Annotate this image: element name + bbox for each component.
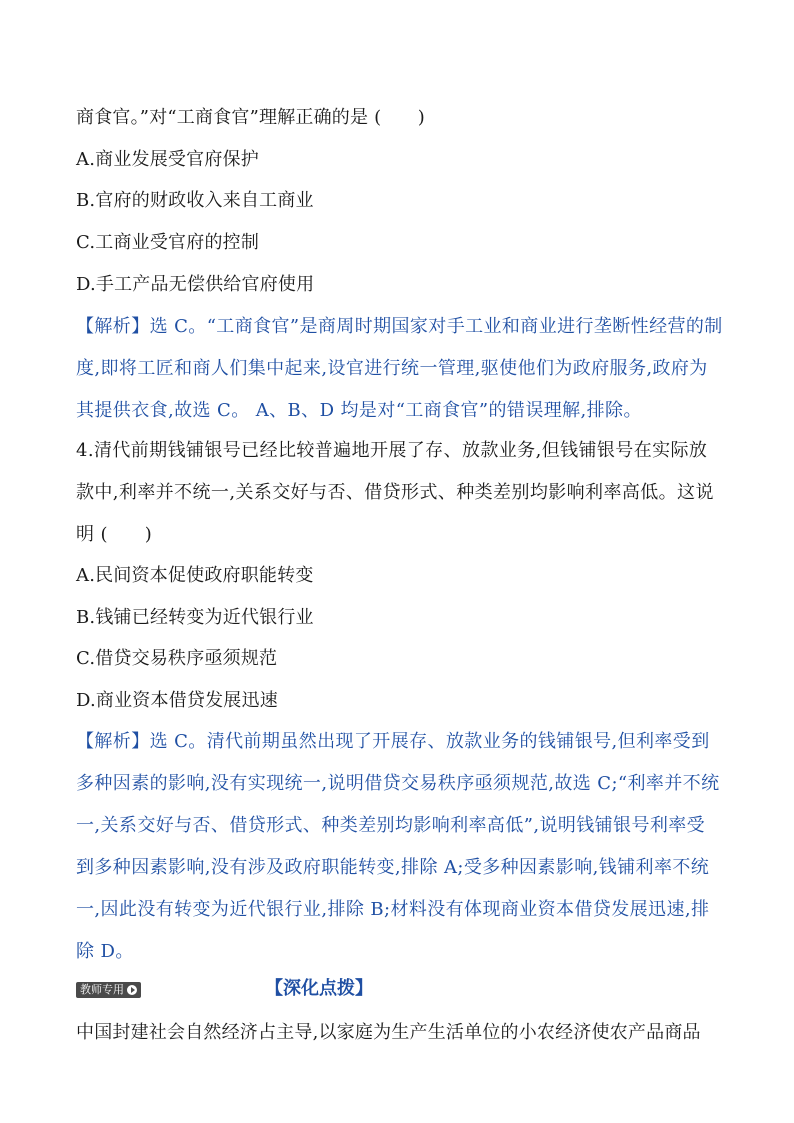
q4-analysis-line: 一,关系交好与否、借贷形式、种类差别均影响利率高低”,说明钱铺银号利率受 [76,815,706,836]
q4-analysis-line: 多种因素的影响,没有实现统一,说明借贷交易秩序亟须规范,故选 C;“利率并不统 [76,773,720,794]
q3-analysis-line: 【解析】选 C。“工商食官”是商周时期国家对手工业和商业进行垄断性经营的制 [76,316,723,337]
q4-option-a: A.民间资本促使政府职能转变 [76,565,314,586]
q4-analysis [76,721,726,973]
q4-analysis-line: 一,因此没有转变为近代银行业,排除 B;材料没有体现商业资本借贷发展迅速,排 [76,899,710,920]
q3-option-a: A.商业发展受官府保护 [76,149,259,170]
q4-option-c: C.借贷交易秩序亟须规范 [76,648,278,669]
q4-analysis-line: 【解析】选 C。清代前期虽然出现了开展存、放款业务的钱铺银号,但利率受到 [76,731,710,752]
q3-option-b: B.官府的财政收入来自工商业 [76,190,314,211]
q3-stem-tail: 商食官。”对“工商食官”理解正确的是 ( ) [76,107,425,128]
teacher-tag-label: 教师专用 [80,983,124,996]
q4-stem-line: 款中,利率并不统一,关系交好与否、借贷形式、种类差别均影响利率高低。这说 [76,482,714,503]
q3-option-c: C.工商业受官府的控制 [76,232,260,253]
q3-option-d: D.手工产品无偿供给官府使用 [76,274,315,295]
q4-stem-line: 4.清代前期钱铺银号已经比较普遍地开展了存、放款业务,但钱铺银号在实际放 [76,440,708,461]
q3-analysis-line: 度,即将工匠和商人们集中起来,设官进行统一管理,驱使他们为政府服务,政府为 [76,358,708,379]
q4-analysis-line: 除 D。 [76,941,134,962]
teacher-only-tag [76,982,141,998]
q4-stem [76,430,726,556]
q3-analysis [76,306,726,432]
deep-insight-text: 中国封建社会自然经济占主导,以家庭为生产生活单位的小农经济使农产品商品 [76,1022,701,1043]
q4-option-b: B.钱铺已经转变为近代银行业 [76,607,314,628]
q4-analysis-line: 到多种因素影响,没有涉及政府职能转变,排除 A;受多种因素影响,钱铺利率不统 [76,857,710,878]
q3-analysis-line: 其提供衣食,故选 C。 A、B、D 均是对“工商食官”的错误理解,排除。 [76,400,642,421]
play-circle-icon [127,985,137,995]
deep-insight-title: 【深化点拨】 [265,978,373,999]
q4-stem-line: 明 ( ) [76,524,153,545]
q4-option-d: D.商业资本借贷发展迅速 [76,690,278,711]
